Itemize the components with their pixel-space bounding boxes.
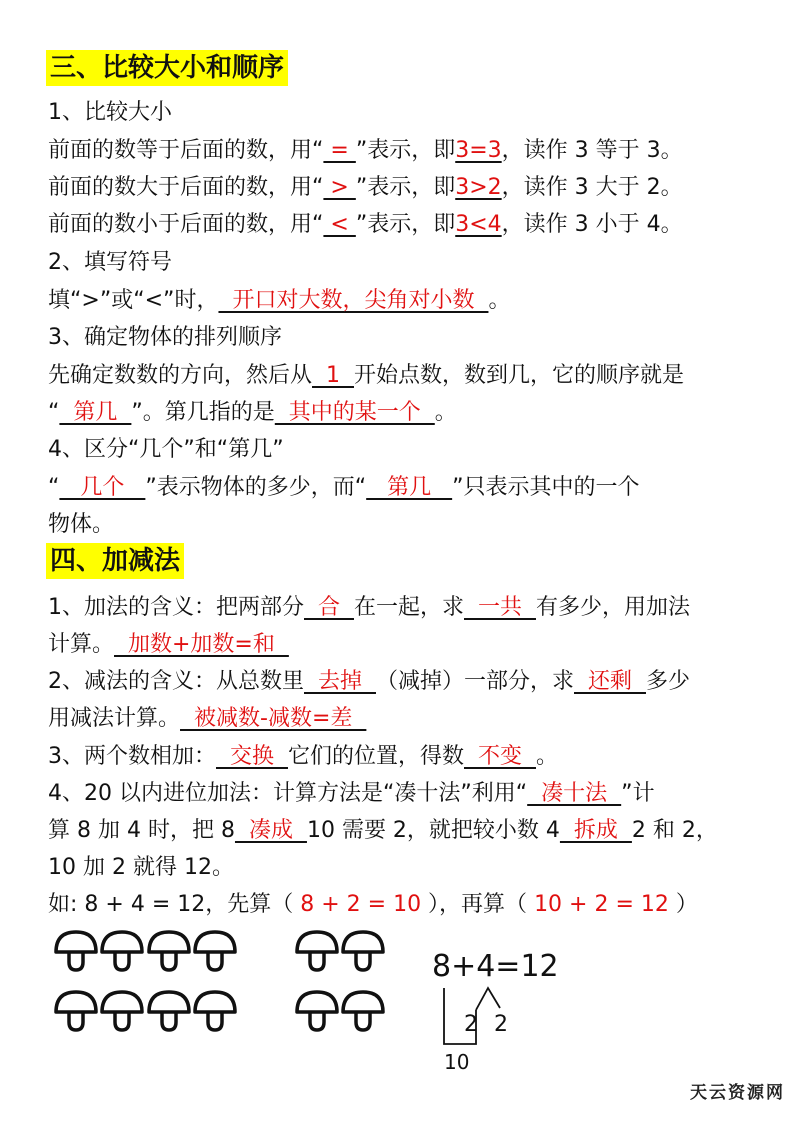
- mushroom-illustration: [50, 928, 390, 1038]
- mushroom-icon: [102, 992, 142, 1030]
- mushroom-icon: [343, 992, 383, 1030]
- answer-blank: 合: [304, 595, 354, 620]
- text: ，读作 3 等于 3。: [501, 138, 683, 163]
- text: 如: 8 + 4 = 12，先算（: [48, 892, 301, 917]
- s4-l8: 10 加 2 就得 12。: [48, 855, 234, 880]
- text: 在一起，求: [353, 595, 464, 620]
- answer-blank: 去掉: [304, 669, 376, 694]
- answer: 8 + 2 = 10: [300, 892, 422, 917]
- diagram-equation: 8+4=12: [432, 949, 559, 984]
- answer-blank: 还剩: [574, 669, 646, 694]
- answer-blank: 第几: [59, 400, 132, 425]
- text: ”表示，即: [355, 212, 456, 237]
- answer-blank: 一共: [464, 595, 536, 620]
- s3-eq-line: [48, 136, 683, 166]
- text: ，读作 3 大于 2。: [501, 175, 683, 200]
- text: 先确定数数的方向，然后从: [48, 363, 313, 388]
- text: ）: [668, 892, 698, 917]
- answer-blank: 交换: [216, 744, 288, 769]
- answer-blank: 凑成: [234, 818, 307, 843]
- text: 1、加法的含义：把两部分: [48, 595, 304, 620]
- mushroom-icon: [297, 932, 337, 970]
- s3-p3b-line: [48, 398, 457, 428]
- answer-blank: 1: [312, 363, 354, 388]
- s3-p3a-line: [48, 361, 684, 391]
- text: 用减法计算。: [48, 706, 181, 731]
- mushroom-icon: [56, 932, 96, 970]
- answer-blank: 3>2: [455, 175, 502, 200]
- text: ”表示，即: [355, 138, 456, 163]
- s4-l9: [48, 890, 698, 920]
- watermark: 天云资源网: [690, 1083, 785, 1103]
- answer-blank: <: [323, 212, 356, 237]
- text: 前面的数小于后面的数，用“: [48, 212, 324, 237]
- s4-l7: [48, 816, 718, 846]
- s3-p2-line: [48, 286, 510, 316]
- text: 计算。: [48, 632, 115, 657]
- mushroom-icon: [195, 992, 235, 1030]
- s3-p3-title: 3、确定物体的排列顺序: [48, 325, 282, 350]
- s3-gt-line: [48, 173, 683, 203]
- text: 。: [535, 744, 558, 769]
- s4-l6: [48, 779, 655, 809]
- section-3-heading: 三、比较大小和顺序: [46, 50, 288, 86]
- answer-blank: 其中的某一个: [274, 400, 435, 425]
- s3-p4a-line: [48, 473, 640, 503]
- text: 填“>”或“<”时，: [48, 288, 219, 313]
- text: “: [48, 400, 60, 425]
- answer-blank: 被减数-减数=差: [180, 706, 367, 731]
- answer-blank: 凑十法: [527, 781, 622, 806]
- s4-l1: [48, 593, 690, 623]
- text: 10 需要 2，就把较小数 4: [306, 818, 560, 843]
- text: “: [48, 475, 60, 500]
- text: ），再算（: [421, 892, 535, 917]
- mushroom-icon: [56, 992, 96, 1030]
- text: 前面的数大于后面的数，用“: [48, 175, 324, 200]
- text: ”表示，即: [355, 175, 456, 200]
- mushroom-icon: [149, 932, 189, 970]
- answer-blank: 开口对大数，尖角对小数: [218, 288, 489, 313]
- text: 它们的位置，得数: [287, 744, 464, 769]
- answer-blank: 第几: [366, 475, 453, 500]
- answer-blank: 加数+加数=和: [114, 632, 289, 657]
- diagram-split-right: 2: [494, 1012, 508, 1037]
- answer-blank: 拆成: [559, 818, 632, 843]
- answer-blank: 不变: [464, 744, 536, 769]
- text: 2 和 2，: [631, 818, 718, 843]
- s4-l5: [48, 742, 558, 772]
- answer: 10 + 2 = 12: [534, 892, 669, 917]
- text: 。: [434, 400, 457, 425]
- text: 前面的数等于后面的数，用“: [48, 138, 324, 163]
- text: 。: [488, 288, 511, 313]
- s3-p4-title: 4、区分“几个”和“第几”: [48, 437, 284, 462]
- text: （减掉）一部分，求: [375, 669, 574, 694]
- text: ”。第几指的是: [131, 400, 275, 425]
- text: ，读作 3 小于 4。: [501, 212, 683, 237]
- mushroom-icon: [149, 992, 189, 1030]
- s3-lt-line: [48, 210, 683, 240]
- text: 多少: [645, 669, 690, 694]
- text: 开始点数，数到几，它的顺序就是: [354, 363, 685, 388]
- s3-p4b-line: 物体。: [48, 512, 115, 537]
- mushroom-icon: [297, 992, 337, 1030]
- text: ”表示物体的多少，而“: [145, 475, 367, 500]
- text: 3、两个数相加：: [48, 744, 216, 769]
- text: ”只表示其中的一个: [452, 475, 640, 500]
- s3-p2-title: 2、填写符号: [48, 250, 172, 275]
- text: ”计: [621, 781, 655, 806]
- text: 有多少，用加法: [535, 595, 690, 620]
- diagram-ten: 10: [444, 1050, 470, 1074]
- answer-blank: 几个: [59, 475, 146, 500]
- answer-blank: 3<4: [455, 212, 502, 237]
- diagram-split-line: [476, 988, 500, 1010]
- mushroom-icon: [343, 932, 383, 970]
- s4-l2: [48, 630, 289, 660]
- s4-l3: [48, 667, 690, 697]
- answer-blank: =: [323, 138, 356, 163]
- split-ten-diagram: [420, 940, 580, 1080]
- text: 2、减法的含义：从总数里: [48, 669, 304, 694]
- text: 算 8 加 4 时，把 8: [48, 818, 235, 843]
- answer-blank: 3=3: [455, 138, 502, 163]
- mushroom-icon: [195, 932, 235, 970]
- answer-blank: >: [323, 175, 356, 200]
- s3-p1-title: 1、比较大小: [48, 100, 172, 125]
- mushroom-icon: [102, 932, 142, 970]
- text: 4、20 以内进位加法：计算方法是“凑十法”利用“: [48, 781, 528, 806]
- section-4-heading: 四、加减法: [46, 543, 184, 579]
- diagram-split-left: 2: [464, 1012, 478, 1037]
- s4-l4: [48, 704, 366, 734]
